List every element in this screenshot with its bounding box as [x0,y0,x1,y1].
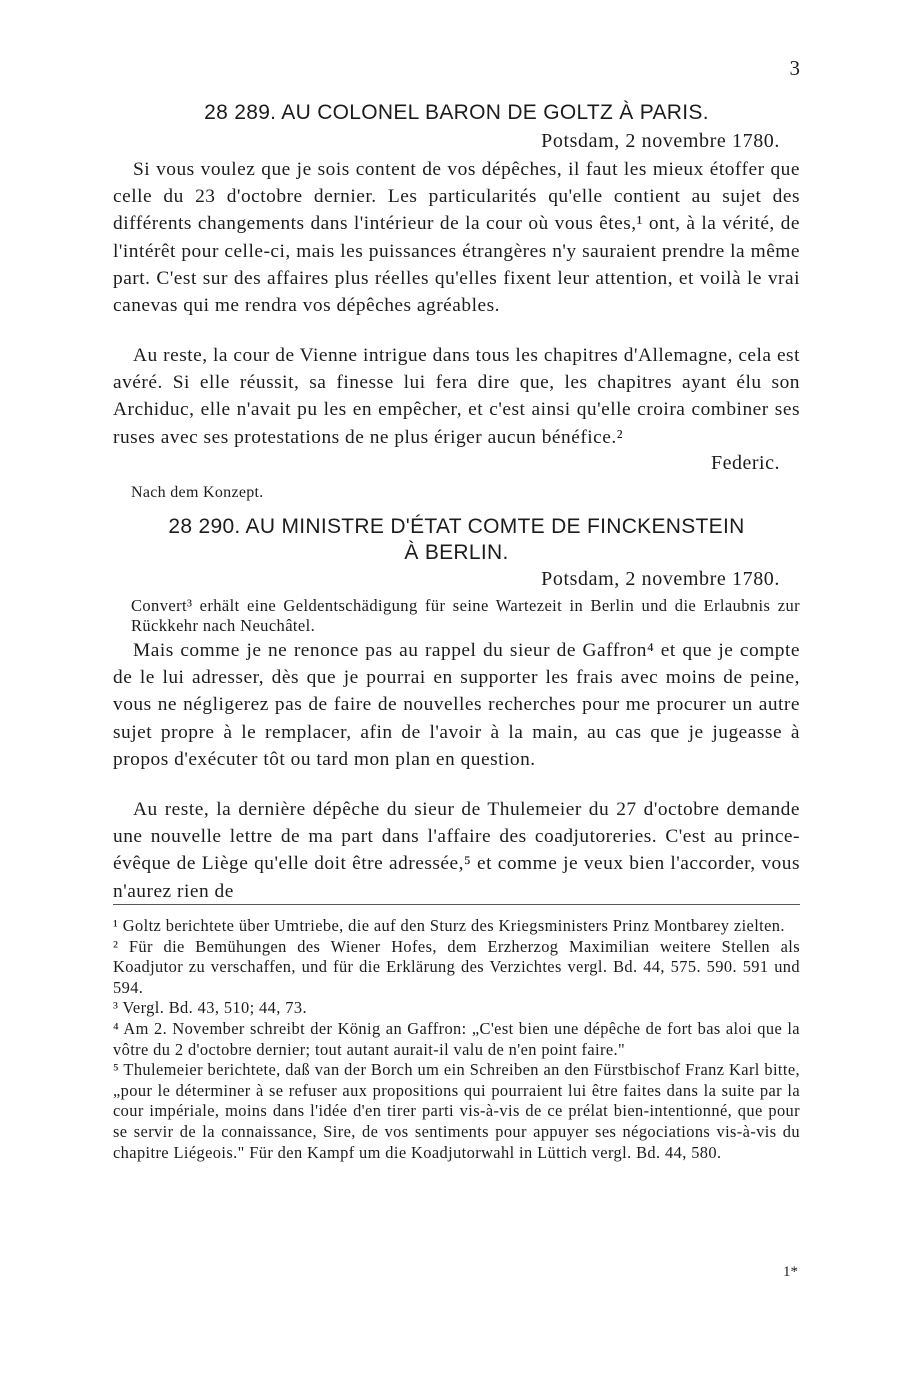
letter-heading: 28 290. AU MINISTRE D'ÉTAT COMTE DE FINCKENSTEIN [168,515,745,538]
place-date: Potsdam, 2 novembre 1780. [541,568,780,590]
footnote: ² Für die Bemühungen des Wiener Hofes, dem Erzherzog Maximilian weitere Stellen als Koadjutor zu verschaffen, und für die Erklärung des Verzichtes vergl. Bd. 44, 575. 590. 591 und 594. [113,936,800,997]
letter-paragraph: Mais comme je ne renonce pas au rappel du sieur de Gaffron⁴ et que je compte de le lui adresser, dès que je pourrai en supporter les frais avec moins de peine, vous ne négligerez pas de faire de nouvelles recherches pour me procurer un autre sujet propre à le remplacer, afin de l'avoir à la main, au cas que je jugeasse à propos d'exécuter tôt ou tard mon plan en question. [113,640,800,770]
footnote: ⁵ Thulemeier berichtete, daß van der Borch um ein Schreiben an den Fürstbischof Franz Karl bitte, „pour le déterminer à se refuser aux propositions qui pourraient lui être faites dans la suite par la cour impériale, moins dans l'idée d'en tirer parti vis-à-vis de ce prélat bien-intentionné, que pour se servir de la connaissance, Sire, de vos sentiments pour appuyer ses négociations vis-à-vis du chapitre Liégeois." Für den Kampf um die Koadjutorwahl in Lüttich vergl. Bd. 44, 580. [113,1060,800,1162]
source-note: Nach dem Konzept. [131,484,264,501]
letter-paragraph: Si vous voulez que je sois content de vos dépêches, il faut les mieux étoffer que celle du 23 d'octobre dernier. Les particularités qu'elle contient au sujet des différents changements dans l'intérieur de la cour où vous êtes,¹ ont, à la vérité, de l'intérêt pour celle-ci, mais les puissances étrangères n'y sauraient prendre la même part. C'est sur des affaires plus réelles qu'elles fixent leur attention, et voilà le vrai canevas qui me rendra vos dépêches agréables. [113,159,800,317]
signature: Federic. [711,452,780,474]
place-date: Potsdam, 2 novembre 1780. [541,130,780,152]
footnote: ⁴ Am 2. November schreibt der König an Gaffron: „C'est bien une dépêche de fort bas aloi que la vôtre du 2 d'octobre dernier; tout autant aurait-il valu de n'en point faire." [113,1018,800,1059]
letter-paragraph: Au reste, la cour de Vienne intrigue dans tous les chapitres d'Allemagne, cela est avéré. Si elle réussit, sa finesse lui fera dire que, les chapitres ayant élu son Archiduc, elle n'avait pu les en empêcher, et c'est ainsi qu'elle croira combiner ses ruses avec ses protestations de ne plus ériger aucun bénéfice.² [113,345,800,448]
letter-heading-line2: À BERLIN. [404,541,509,564]
footnotes [113,916,800,1163]
footnote: ¹ Goltz berichtete über Umtriebe, die auf den Sturz des Kriegsministers Prinz Montbarey zielten. [113,916,785,935]
letter-paragraph: Au reste, la dernière dépêche du sieur de Thulemeier du 27 d'octobre demande une nouvelle lettre de ma part dans l'affaire des coadjutoreries. C'est au prince-évêque de Liège qu'elle doit être adressée,⁵ et comme je veux bien l'accorder, vous n'aurez rien de [113,799,800,902]
page-number: 3 [789,56,800,80]
footnote: ³ Vergl. Bd. 43, 510; 44, 73. [113,998,307,1018]
signature-mark: 1* [783,1264,798,1280]
footnote-divider [113,904,800,905]
letter-summary: Convert³ erhält eine Geldentschädigung für seine Wartezeit in Berlin und die Erlaubnis zur Rückkehr nach Neuchâtel. [131,596,800,635]
letter-heading: 28 289. AU COLONEL BARON DE GOLTZ À PARIS. [204,101,709,124]
